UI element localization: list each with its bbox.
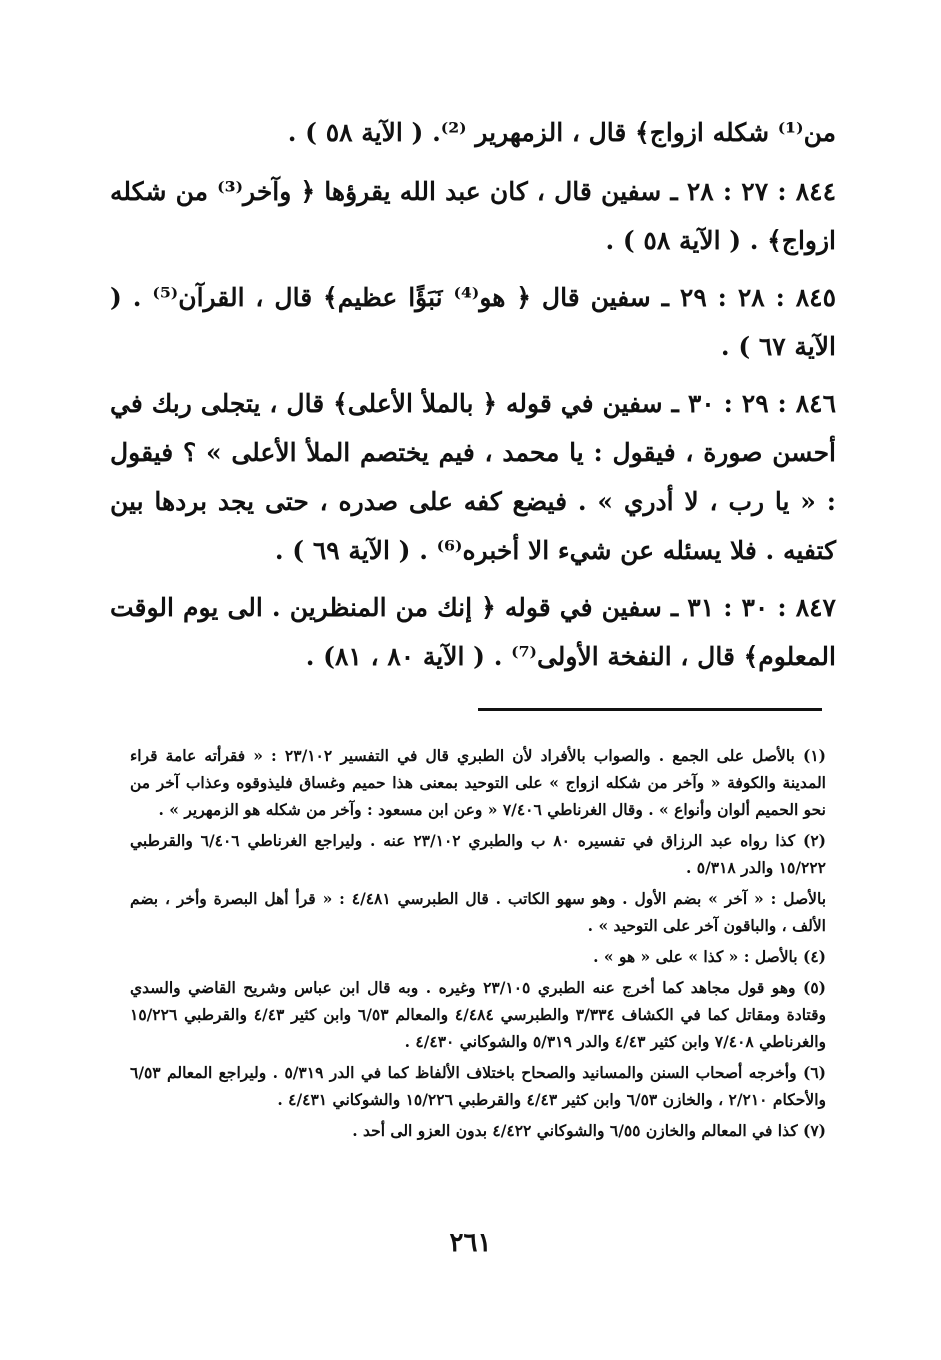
footnote-1: (١) بالأصل على الجمع . والصواب بالأفراد لأن الطبري قال في التفسير ٢٣/١٠٢ : « فقرأته عامة قراء المدينة والكوفة « وآخر من شكله ازواج » على التوحيد بمعنى هذا حميم وغساق فليذوقوه وعذاب آخر من نحو الحميم ألوان وأنواع » . وقال الغرناطي ٧/٤٠٦ « وعن ابن مسعود : وآخر من شكله هو الزمهرير » . [130,746,827,819]
footnote-5: (٥) وهو قول مجاهد كما أخرج عنه الطبري ٢٣/١٠٥ وغيره . وبه قال ابن عباس وشريح القاضي والسدي وقتادة ومقاتل كما في الكشاف ٣/٣٣٤ والطبرسي ٤/٤٨٤ والمعالم ٦/٥٣ وابن كثير ٤/٤٣ والقرطبي ١٥/٢٢٦ والغرناطي ٧/٤٠٨ وابن كثير ٤/٤٣ والدر ٥/٣١٩ والشوكاني ٤/٤٣٠ . [130,978,826,1051]
footnote-6: (٦) وأخرجه أصحاب السنن والمسانيد والصحاح باختلاف الألفاظ كما في الدر ٥/٣١٩ . وليراجع المعالم ٦/٥٣ والأحكام ٢/٢١٠ ، والخازن ٦/٥٣ وابن كثير ٤/٤٣ والقرطبي ١٥/٢٢٦ والشوكاني ٤/٤٣١ . [130,1063,826,1109]
entry-847: ٨٤٧ : ٣٠ : ٣١ ـ سفين في قوله ﴿ إنك من المنظرين . الى يوم الوقت المعلوم﴾ قال ، النفخة الأولى⁽⁷⁾ . ( الآية ٨٠ ، ٨١) . [110,593,836,671]
footnote-3: بالأصل : « آخر » بضم الأول . وهو سهو الكاتب . قال الطبرسي ٤/٤٨١ : « قرأ أهل البصرة وأخر ، بضم الألف ، والباقون آخر على التوحيد » . [130,889,827,935]
footnote-2: (٢) كذا رواه عبد الرزاق في تفسيره ٨٠ ب والطبري ٢٣/١٠٢ عنه . وليراجع الغرناطي ٦/٤٠٦ والقرطبي ١٥/٢٢٢ والدر ٥/٣١٨ . [130,831,827,877]
footnote-7: (٧) كذا في المعالم والخازن ٦/٥٥ والشوكاني ٤/٤٢٢ بدون العزو الى أحد . [352,1121,826,1140]
entry-845: ٨٤٥ : ٢٨ : ٢٩ ـ سفين قال ﴿ هو⁽⁴⁾ نَبَؤًا عظيم﴾ قال ، القرآن⁽⁵⁾ . ( الآية ٦٧ ) . [110,283,837,361]
main-text [110,108,836,689]
entry-continuation: من⁽¹⁾ شكله ازواج﴾ قال ، الزمهرير ⁽²⁾. ( الآية ٥٨ ) . [287,118,836,147]
entry-844: ٨٤٤ : ٢٧ : ٢٨ ـ سفين قال ، كان عبد الله يقرؤها ﴿ وآخر⁽³⁾ من شكله ازواج﴾ . ( الآية ٥٨ ) . [110,177,837,255]
entry-846: ٨٤٦ : ٢٩ : ٣٠ ـ سفين في قوله ﴿ بالملأ الأعلى﴾ قال ، يتجلى ربك في أحسن صورة ، فيقول : يا محمد ، فيم يختصم الملأ الأعلى » ؟ فيقول : « يا رب ، لا أدري » . فيضع كفه على صدره ، حتى يجد بردها بين كتفيه . فلا يسئله عن شيء الا أخبره⁽⁶⁾ . ( الآية ٦٩ ) . [110,389,837,565]
footnotes [130,742,826,1148]
footnote-divider [478,708,822,711]
footnote-4: (٤) بالأصل : « كذا » على « هو » . [593,947,826,966]
page-number: ٢٦١ [449,1228,492,1258]
